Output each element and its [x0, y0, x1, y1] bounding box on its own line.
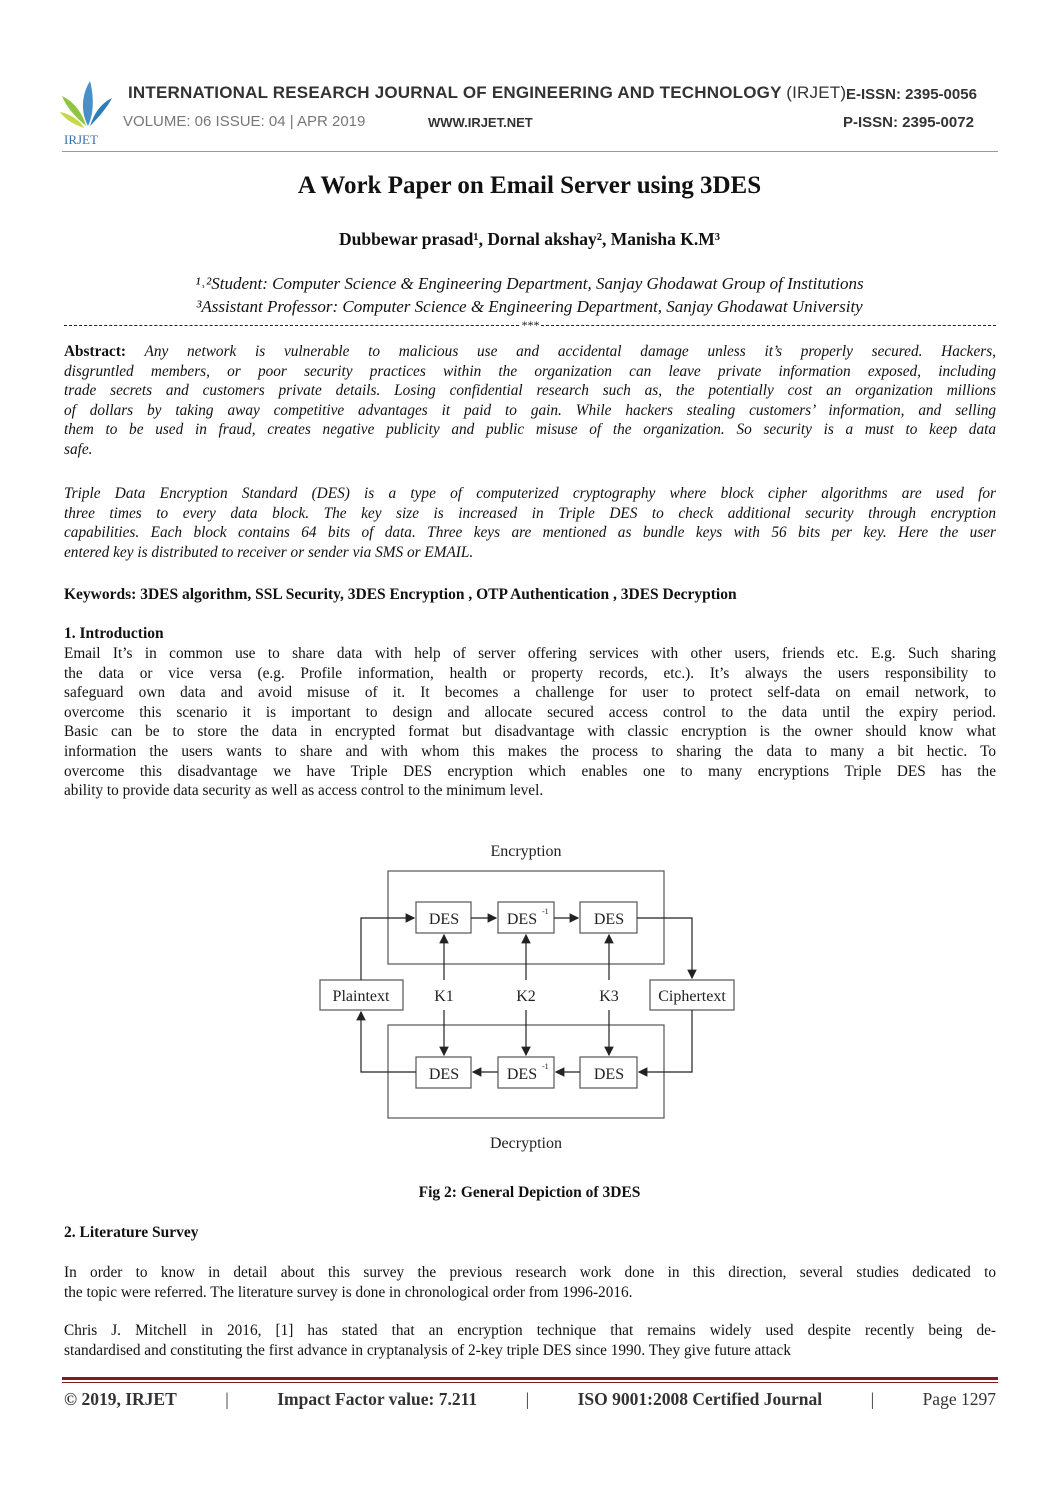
plaintext-label: Plaintext: [332, 988, 390, 1005]
enc-des-inv: DES: [506, 911, 538, 928]
text-line: standardised and constituting the first advance in cryptanalysis of 2-key triple DES since 1990. They give future attack: [64, 1341, 791, 1359]
text-line: three times to every data block. The key size is increased in Triple DES to check additional security through encryption: [64, 504, 996, 522]
text-line: Basic can be to store the data in encrypted format but disadvantage with classic encryption is the owner should know what: [64, 723, 996, 741]
dec-des-inv-sup: -1: [542, 1062, 549, 1071]
text-line: entered key is distributed to receiver or sender via SMS or EMAIL.: [64, 543, 474, 561]
figure-3des: [310, 830, 750, 1170]
irjet-logo: [60, 76, 115, 146]
e-issn: E-ISSN: 2395-0056: [846, 86, 977, 103]
footer-sep: |: [870, 1389, 875, 1409]
section-heading-introduction: 1. Introduction: [64, 625, 164, 642]
text-line: Email It’s in common use to share data with help of server offering services with other users, friends etc. E.g. Such sharing: [64, 645, 996, 662]
header-rule: [62, 151, 998, 152]
text-line: capabilities. Each block contains 64 bits of data. Three keys are mentioned as bundle keys with 56 bits per key. Here the user: [64, 524, 996, 542]
text-line: overcome this scenario it is important to design and allocate secured access control to the data until the expiry period.: [64, 703, 996, 721]
text-line-content: Any network is vulnerable to malicious use and accidental damage unless it’s properly secured. Hackers,: [144, 343, 996, 360]
footer-rule-thin: [62, 1382, 998, 1383]
dec-des-1: DES: [428, 1066, 460, 1083]
text-line: Chris J. Mitchell in 2016, [1] has stated that an encryption technique that remains widely used despite recently being de-: [64, 1322, 996, 1339]
text-line: disgruntled members, or poor security practices within the organization can leave private information exposed, including: [64, 362, 996, 380]
literature-paragraph-2: [64, 1321, 996, 1360]
volume-issue: VOLUME: 06 ISSUE: 04 | APR 2019: [123, 113, 366, 130]
text-line: Triple Data Encryption Standard (DES) is a type of computerized cryptography where block cipher algorithms are used for: [64, 485, 996, 502]
separator: [64, 318, 996, 332]
footer-copyright: © 2019, IRJET: [64, 1389, 177, 1409]
p-issn: P-ISSN: 2395-0072: [843, 114, 974, 131]
affiliation-2: ³Assistant Professor: Computer Science & Engineering Department, Sanjay Ghodawat University: [196, 297, 863, 316]
3des-diagram: [310, 830, 750, 1170]
text-line: trade secrets and customers private details. Losing confidential research such as, the potentially cost an organization millions: [64, 382, 996, 400]
key-k2: K2: [516, 988, 536, 1005]
enc-des-1: DES: [428, 911, 460, 928]
text-line: ability to provide data security as well as access control to the minimum level.: [64, 782, 544, 800]
dec-des-inv: DES: [506, 1066, 538, 1083]
encryption-label: Encryption: [490, 843, 562, 860]
dec-des-3: DES: [593, 1066, 625, 1083]
footer: [64, 1389, 996, 1410]
literature-paragraph-1: [64, 1263, 996, 1302]
paper-title: A Work Paper on Email Server using 3DES: [297, 172, 762, 199]
abstract-paragraph-2: [64, 484, 996, 562]
authors: Dubbewar prasad¹, Dornal akshay², Manisha K.M³: [338, 229, 721, 249]
text-line: In order to know in detail about this survey the previous research work done in this direction, several studies dedicated to: [64, 1264, 996, 1281]
text-line: information the users wants to share and with whom this makes the process to sharing the data to many a bit hectic. To: [64, 742, 996, 760]
journal-name: INTERNATIONAL RESEARCH JOURNAL OF ENGINEERING AND TECHNOLOGY: [128, 83, 782, 102]
footer-iso: ISO 9001:2008 Certified Journal: [577, 1389, 823, 1409]
separator-mark: ***: [521, 317, 539, 332]
figure-caption: Fig 2: General Depiction of 3DES: [418, 1184, 641, 1201]
keywords: Keywords: 3DES algorithm, SSL Security, 3DES Encryption , OTP Authentication , 3DES Decryption: [64, 586, 737, 603]
section-heading-literature-survey: 2. Literature Survey: [64, 1224, 199, 1241]
abstract-paragraph: [64, 342, 996, 460]
journal-abbr: (IRJET): [786, 83, 847, 102]
text-line: [64, 342, 996, 362]
leaf-logo-icon: [60, 76, 115, 146]
decryption-label: Decryption: [490, 1135, 562, 1152]
footer-sep: |: [225, 1389, 229, 1409]
key-k1: K1: [434, 988, 454, 1005]
key-k3: K3: [599, 988, 619, 1005]
footer-sep: |: [525, 1389, 530, 1409]
enc-des-inv-sup: -1: [542, 907, 549, 916]
text-line: of dollars by taking away competitive advantages it paid to gain. While hackers stealing customers’ information, and selling: [64, 401, 996, 419]
text-line: them to be used in fraud, creates negative publicity and public misuse of the organization. So security is a must to keep data: [64, 421, 996, 439]
text-line: the topic were referred. The literature survey is done in chronological order from 1996-2016.: [64, 1283, 633, 1301]
text-line: safeguard own data and avoid misuse of it. It becomes a challenge for user to protect self-data on email network, to: [64, 684, 996, 702]
affiliation-1: ¹˒²Student: Computer Science & Engineering Department, Sanjay Ghodawat Group of Institutions: [195, 274, 864, 293]
footer-impact-factor: Impact Factor value: 7.211: [277, 1389, 478, 1409]
text-line: the data or vice versa (e.g. Profile information, health or property records, etc.). It’s always the users responsibility to: [64, 664, 996, 682]
footer-rule: [62, 1377, 998, 1380]
website-link[interactable]: WWW.IRJET.NET: [428, 115, 533, 130]
text-line: safe.: [64, 440, 93, 458]
enc-des-3: DES: [593, 911, 625, 928]
ciphertext-label: Ciphertext: [658, 988, 726, 1005]
abstract-label: Abstract:: [64, 343, 127, 360]
introduction-paragraph: [64, 644, 996, 801]
footer-page: Page 1297: [922, 1389, 996, 1409]
text-line: overcome this disadvantage we have Triple DES encryption which enables one to many encryptions Triple DES has the: [64, 762, 996, 780]
logo-text: IRJET: [64, 132, 98, 146]
